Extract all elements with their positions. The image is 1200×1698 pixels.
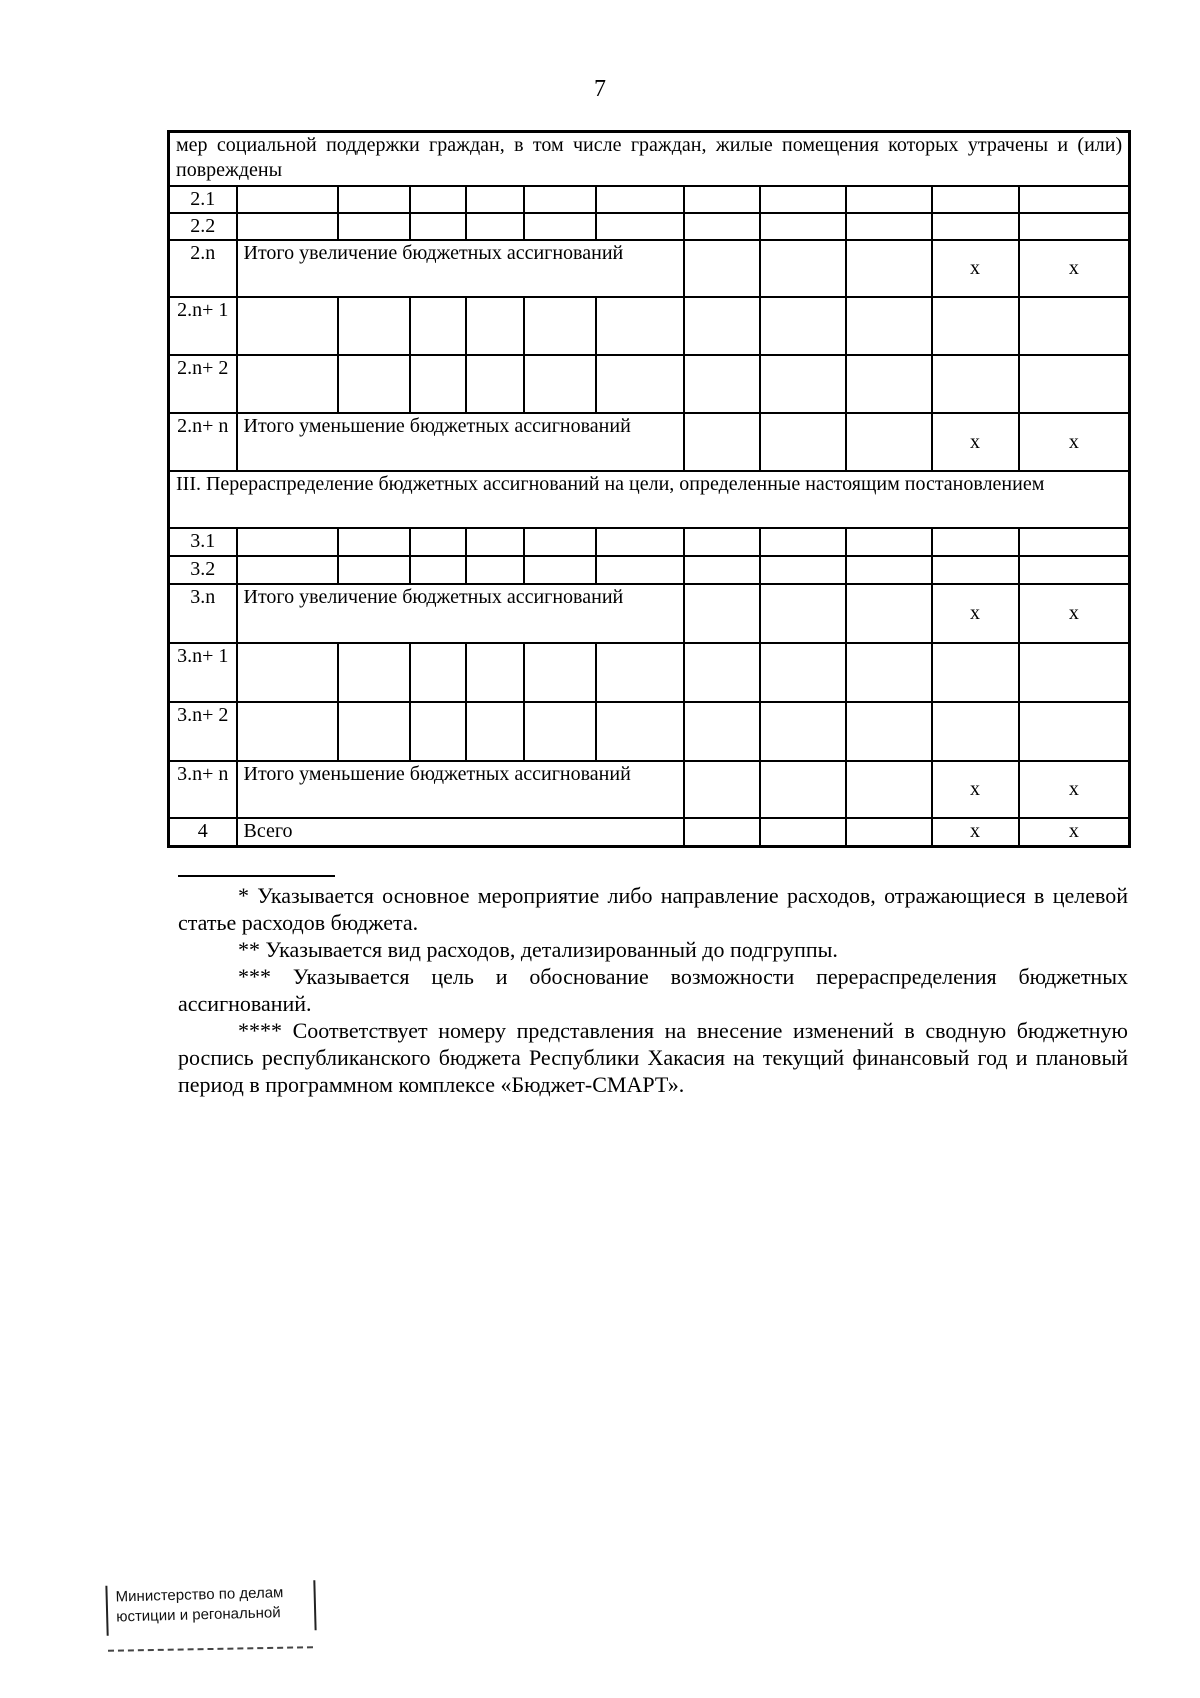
table-row (169, 528, 1130, 556)
footnote-1: * Указывается основное мероприятие либо направление расходов, отражающиеся в целевой статье расходов бюджета. (178, 883, 1128, 935)
x-mark: x (932, 240, 1019, 297)
row-number: 2.n+ n (169, 413, 237, 471)
x-mark: x (932, 584, 1019, 643)
table-row (169, 702, 1130, 761)
row-text: Итого уменьшение бюджетных ассигнований (237, 761, 684, 818)
row-number: 2.n (169, 240, 237, 297)
row-number: 2.n+ 2 (169, 355, 237, 413)
footnote-2: ** Указывается вид расходов, детализированный до подгруппы. (238, 937, 838, 962)
table-row (169, 556, 1130, 584)
row-number: 2.2 (169, 213, 237, 240)
x-mark: x (1019, 584, 1130, 643)
section-3-heading: III. Перераспределение бюджетных ассигнований на цели, определенные настоящим постановлением (169, 471, 1130, 528)
x-mark: x (1019, 240, 1130, 297)
stamp-line-2: юстиции и регональной (115, 1604, 281, 1626)
table-row (169, 297, 1130, 355)
table-row-total (169, 818, 1130, 847)
table-row (169, 413, 1130, 471)
table-row (169, 240, 1130, 297)
row-text: Итого уменьшение бюджетных ассигнований (237, 413, 684, 471)
row-number: 2.n+ 1 (169, 297, 237, 355)
section-2-heading: мер социальной поддержки граждан, в том числе граждан, жилые помещения которых утрачены и (или) повреждены (169, 132, 1130, 187)
page-number: 7 (594, 76, 606, 102)
row-number: 3.n+ 1 (169, 643, 237, 702)
row-number: 3.2 (169, 556, 237, 584)
x-mark: x (932, 761, 1019, 818)
x-mark: x (1019, 761, 1130, 818)
x-mark: x (1019, 413, 1130, 471)
footnotes (178, 882, 1128, 1098)
table-row (169, 643, 1130, 702)
row-number: 3.1 (169, 528, 237, 556)
row-text: Итого увеличение бюджетных ассигнований (237, 584, 684, 643)
table-row (169, 213, 1130, 240)
x-mark: x (1019, 818, 1130, 847)
row-number: 2.1 (169, 186, 237, 213)
budget-reallocation-table (167, 130, 1131, 848)
footnote-3: *** Указывается цель и обоснование возможности перераспределения бюджетных ассигнований. (178, 964, 1128, 1016)
row-number: 3.n+ n (169, 761, 237, 818)
stamp-underline (108, 1646, 313, 1652)
table-row (169, 584, 1130, 643)
x-mark: x (932, 413, 1019, 471)
x-mark: x (932, 818, 1019, 847)
ministry-stamp (105, 1580, 316, 1635)
stamp-line-1: Министерство по делам (115, 1584, 284, 1606)
table-row (169, 761, 1130, 818)
footnote-4: **** Соответствует номеру представления на внесение изменений в сводную бюджетную роспись республиканского бюджета Республики Хакасия на текущий финансовый год и плановый период в программном комплексе «Бюджет-СМАРТ». (178, 1018, 1128, 1097)
row-number: 4 (169, 818, 237, 847)
footnote-divider (178, 875, 335, 877)
row-number: 3.n (169, 584, 237, 643)
row-text: Всего (237, 818, 684, 847)
row-text: Итого увеличение бюджетных ассигнований (237, 240, 684, 297)
row-number: 3.n+ 2 (169, 702, 237, 761)
table-row (169, 186, 1130, 213)
table-row (169, 355, 1130, 413)
